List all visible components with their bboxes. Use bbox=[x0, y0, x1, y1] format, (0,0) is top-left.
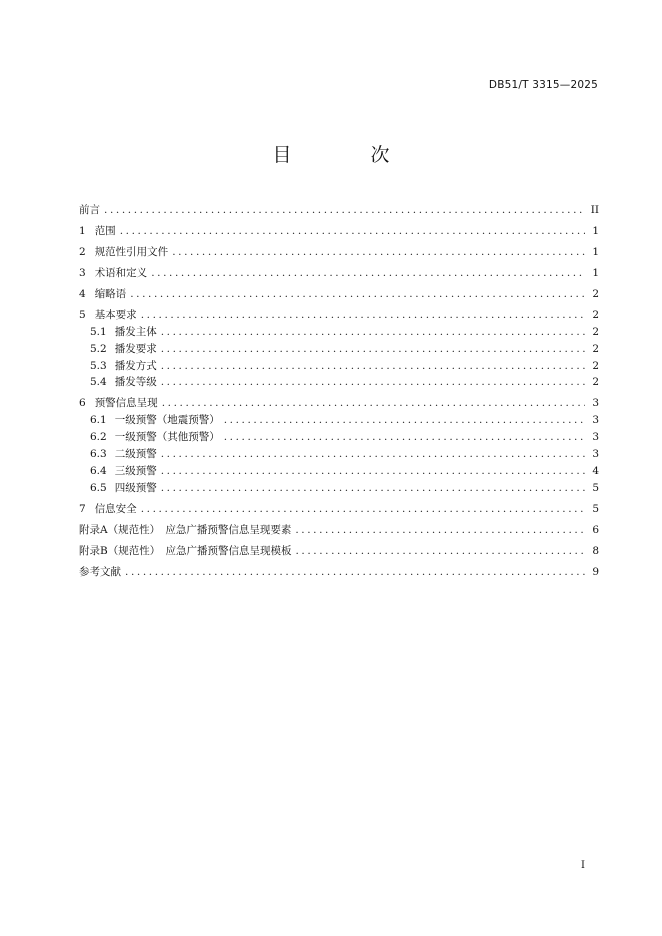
toc-dot-leader bbox=[295, 544, 585, 559]
toc-entry-number: 3 bbox=[79, 266, 86, 279]
toc-entry-page: 2 bbox=[592, 376, 599, 389]
toc-entry[interactable] bbox=[79, 323, 599, 340]
toc-entry-page: 5 bbox=[592, 481, 599, 494]
toc-entry-number: 6.3 bbox=[90, 447, 107, 460]
toc-entry-number: 6 bbox=[79, 397, 86, 410]
toc-entry-page: 9 bbox=[592, 565, 599, 578]
toc-entry-label: 规范性引用文件 bbox=[94, 245, 169, 258]
toc-entry-page: 1 bbox=[592, 266, 599, 279]
toc-entry-label: 附录B（规范性） 应急广播预警信息呈现模板 bbox=[79, 544, 292, 557]
toc-entry-number: 6.4 bbox=[90, 464, 107, 477]
toc-entry[interactable] bbox=[79, 222, 599, 239]
toc-dot-leader bbox=[141, 502, 585, 517]
toc-entry-number: 1 bbox=[79, 224, 86, 237]
toc-dot-leader bbox=[125, 565, 585, 580]
toc-entry-page: 8 bbox=[592, 544, 599, 557]
toc-entry[interactable] bbox=[79, 462, 599, 479]
toc-entry-page: 3 bbox=[592, 431, 599, 444]
toc-entry-page: 2 bbox=[592, 342, 599, 355]
toc-entry-page: 4 bbox=[592, 464, 599, 477]
toc-entry[interactable] bbox=[79, 542, 599, 559]
toc-dot-leader bbox=[120, 224, 585, 239]
toc-entry-page: 3 bbox=[592, 447, 599, 460]
table-of-contents bbox=[79, 201, 599, 580]
toc-entry-number: 5.3 bbox=[90, 359, 107, 372]
page-title: 目 次 bbox=[272, 144, 420, 166]
toc-entry-number: 6.2 bbox=[90, 431, 107, 444]
toc-entry-number: 7 bbox=[79, 502, 86, 515]
toc-entry[interactable] bbox=[79, 521, 599, 538]
toc-entry-label: 预警信息呈现 bbox=[94, 397, 158, 410]
toc-entry-page: 3 bbox=[592, 397, 599, 410]
toc-entry-page: 1 bbox=[592, 245, 599, 258]
toc-entry-page: 2 bbox=[592, 325, 599, 338]
toc-entry-number: 2 bbox=[79, 245, 86, 258]
toc-entry-page: 5 bbox=[592, 502, 599, 515]
toc-entry[interactable] bbox=[79, 340, 599, 357]
toc-entry-label: 附录A（规范性） 应急广播预警信息呈现要素 bbox=[79, 523, 292, 536]
toc-entry[interactable] bbox=[79, 428, 599, 445]
toc-entry[interactable] bbox=[79, 285, 599, 302]
toc-dot-leader bbox=[161, 464, 585, 479]
toc-entry[interactable] bbox=[79, 563, 599, 580]
toc-entry-page: 2 bbox=[592, 287, 599, 300]
toc-dot-leader bbox=[295, 523, 585, 538]
toc-entry[interactable] bbox=[79, 411, 599, 428]
toc-entry[interactable] bbox=[79, 374, 599, 391]
toc-entry-page: 1 bbox=[592, 224, 599, 237]
page-number: I bbox=[581, 860, 585, 871]
toc-entry[interactable] bbox=[79, 479, 599, 496]
toc-entry-number: 4 bbox=[79, 287, 86, 300]
toc-entry[interactable] bbox=[79, 395, 599, 412]
toc-entry-page: 2 bbox=[592, 359, 599, 372]
toc-entry-number: 6.1 bbox=[90, 414, 107, 427]
toc-entry-label: 参考文献 bbox=[79, 565, 121, 578]
toc-entry-label: 信息安全 bbox=[94, 502, 137, 515]
toc-entry-label: 二级预警 bbox=[114, 447, 157, 460]
document-code: DB51/T 3315—2025 bbox=[488, 79, 598, 91]
toc-entry-number: 5 bbox=[79, 309, 86, 321]
toc-entry-number: 5.4 bbox=[90, 376, 107, 389]
toc-entry[interactable] bbox=[79, 243, 599, 260]
toc-entry-label: 四级预警 bbox=[114, 481, 157, 494]
toc-dot-leader bbox=[161, 481, 585, 496]
toc-dot-leader bbox=[161, 359, 585, 374]
toc-entry-page: 3 bbox=[592, 414, 599, 427]
toc-entry-number: 6.5 bbox=[90, 481, 107, 494]
toc-dot-leader bbox=[151, 266, 585, 281]
toc-entry-label: 前言 bbox=[79, 203, 100, 216]
toc-entry-page: 6 bbox=[592, 523, 599, 536]
toc-entry[interactable] bbox=[79, 201, 599, 218]
toc-entry-label: 一级预警（其他预警） bbox=[114, 431, 220, 444]
toc-entry[interactable] bbox=[79, 264, 599, 281]
toc-dot-leader bbox=[161, 342, 585, 357]
toc-entry-page: 2 bbox=[592, 309, 599, 321]
toc-dot-leader bbox=[161, 325, 585, 340]
toc-entry-label: 基本要求 bbox=[94, 309, 137, 321]
toc-entry-label: 三级预警 bbox=[114, 464, 157, 477]
toc-entry-label: 缩略语 bbox=[94, 287, 127, 300]
toc-dot-leader bbox=[130, 287, 585, 302]
toc-entry-label: 播发等级 bbox=[114, 376, 157, 389]
toc-dot-leader bbox=[104, 203, 585, 218]
toc-entry-number: 5.1 bbox=[90, 325, 107, 338]
toc-dot-leader bbox=[224, 413, 585, 428]
toc-entry-label: 一级预警（地震预警） bbox=[114, 414, 220, 427]
toc-entry-number: 5.2 bbox=[90, 342, 107, 355]
toc-dot-leader bbox=[172, 245, 585, 260]
toc-entry-label: 播发方式 bbox=[114, 359, 157, 372]
toc-entry[interactable] bbox=[79, 445, 599, 462]
toc-dot-leader bbox=[141, 308, 585, 323]
toc-entry[interactable] bbox=[79, 357, 599, 374]
toc-entry[interactable] bbox=[79, 500, 599, 517]
toc-dot-leader bbox=[161, 375, 585, 390]
toc-entry[interactable] bbox=[79, 306, 599, 323]
toc-entry-label: 术语和定义 bbox=[94, 266, 148, 279]
toc-dot-leader bbox=[224, 430, 585, 445]
toc-entry-label: 播发主体 bbox=[114, 325, 157, 338]
toc-dot-leader bbox=[161, 447, 585, 462]
toc-dot-leader bbox=[162, 396, 585, 411]
toc-entry-label: 范围 bbox=[94, 224, 116, 237]
toc-entry-label: 播发要求 bbox=[114, 342, 157, 355]
toc-entry-page: II bbox=[590, 203, 599, 216]
